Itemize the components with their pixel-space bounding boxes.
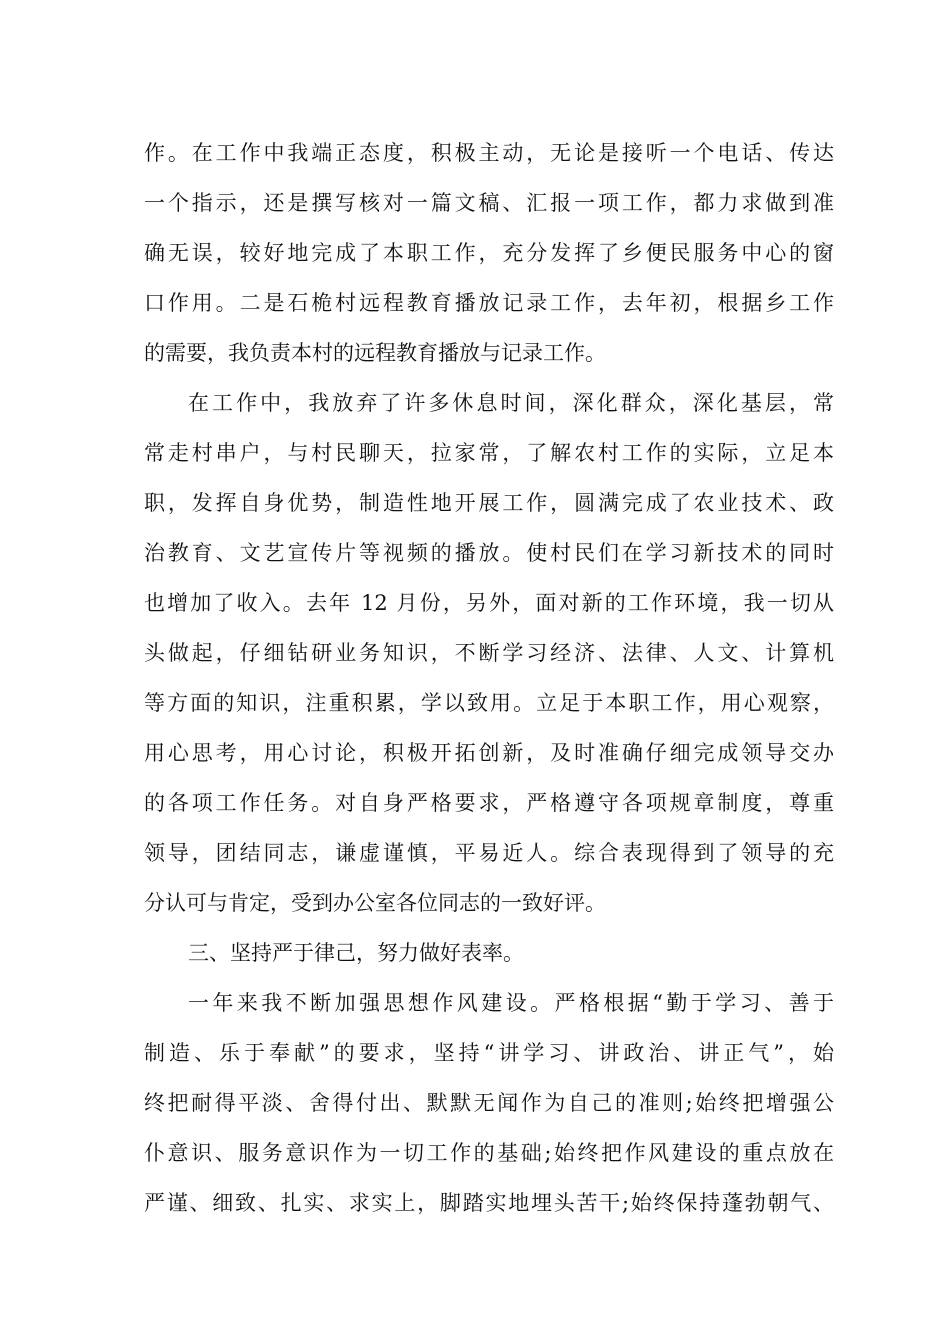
text-line: 的各项工作任务。对自身严格要求，严格遵守各项规章制度，尊重: [144, 791, 834, 815]
text-line: 治教育、文艺宣传片等视频的播放。使村民们在学习新技术的同时: [144, 541, 834, 565]
text-line: 确无误，较好地完成了本职工作，充分发挥了乡便民服务中心的窗: [144, 241, 834, 265]
text-line: 领导，团结同志，谦虚谨慎，平易近人。综合表现得到了领导的充: [144, 841, 834, 865]
text-line: 严谨、细致、扎实、求实上，脚踏实地埋头苦干;始终保持蓬勃朝气、: [144, 1191, 834, 1215]
text-line: 用心思考，用心讨论，积极开拓创新，及时准确仔细完成领导交办: [144, 741, 834, 765]
text-line: 职，发挥自身优势，制造性地开展工作，圆满完成了农业技术、政: [144, 491, 834, 515]
text-line: 仆意识、服务意识作为一切工作的基础;始终把作风建设的重点放在: [144, 1141, 834, 1165]
text-line: 终把耐得平淡、舍得付出、默默无闻作为自己的准则;始终把增强公: [144, 1091, 834, 1115]
paragraph-start-line: 在工作中，我放弃了许多休息时间，深化群众，深化基层，常: [188, 391, 834, 415]
text-line: 制造、乐于奉献”的要求，坚持“讲学习、讲政治、讲正气”，始: [144, 1041, 834, 1065]
text-line: 口作用。二是石桅村远程教育播放记录工作，去年初，根据乡工作: [144, 291, 834, 315]
text-line: 也增加了收入。去年 12 月份，另外，面对新的工作环境，我一切从: [144, 591, 834, 615]
text-line: 等方面的知识，注重积累，学以致用。立足于本职工作，用心观察，: [144, 691, 834, 715]
section-heading: 三、坚持严于律己，努力做好表率。: [188, 941, 524, 965]
text-line: 分认可与肯定，受到办公室各位同志的一致好评。: [144, 891, 606, 915]
text-line: 常走村串户，与村民聊天，拉家常，了解农村工作的实际，立足本: [144, 441, 834, 465]
text-line: 作。在工作中我端正态度，积极主动，无论是接听一个电话、传达: [144, 141, 834, 165]
document-body: [144, 128, 834, 1228]
text-line: 的需要，我负责本村的远程教育播放与记录工作。: [144, 341, 606, 365]
text-line: 头做起，仔细钻研业务知识，不断学习经济、法律、人文、计算机: [144, 641, 834, 665]
paragraph-start-line: 一年来我不断加强思想作风建设。严格根据“勤于学习、善于: [188, 991, 834, 1015]
text-line: 一个指示，还是撰写核对一篇文稿、汇报一项工作，都力求做到准: [144, 191, 834, 215]
